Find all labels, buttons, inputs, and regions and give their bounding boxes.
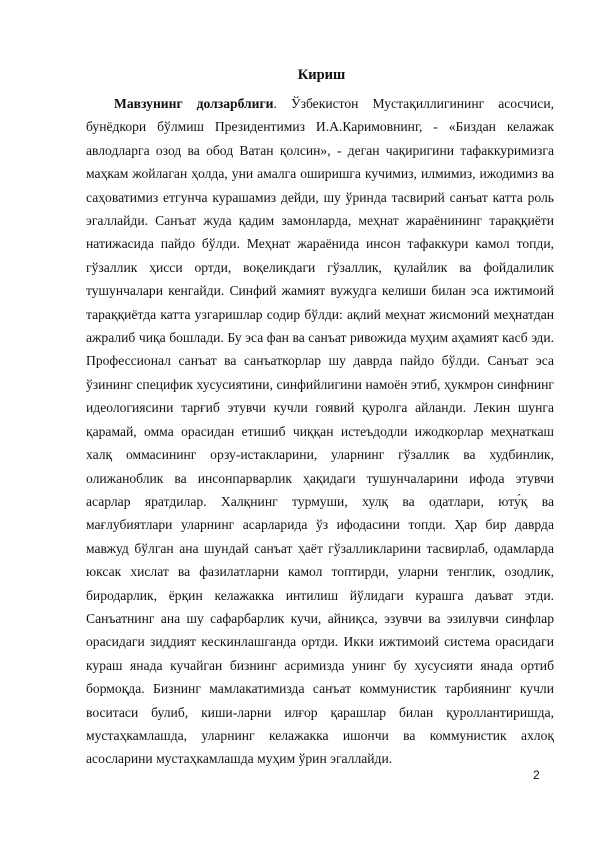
lead-phrase: Мавзунинг долзарблиги [114,96,274,111]
body-paragraph [86,92,554,771]
page-number: 2 [533,768,540,782]
paragraph-text: . Ўзбекистон Мустақиллигининг асосчиси, бунёдкори бўлмиш Президентимиз И.А.Каримовнинг, - «Биздан келажак авлодларга озод ва обод Ватан қолсин», - деган чақиригини тафаккуримизга маҳкам жойлаган ҳолда, уни амалга оширишга кучимиз, илмимиз, ижодимиз ва саҳоватимиз етгунча курашамиз дейди, шу ўринда тасвирий санъат катта роль эгаллайди. Санъат жуда қадим замонларда, меҳнат жараёнининг тараққиёти натижасида пайдо бўлди. Меҳнат жараёнида инсон тафаккури камол топди, гўзаллик ҳисси ортди, воқеликдаги гўзаллик, қулайлик ва фойдалилик тушунчалари кенгайди. Синфий жамият вужудга келиши билан эса ижтимоий тараққиётда катта узгаришлар содир бўлди: ақлий меҳнат жисмоний меҳнатдан ажралиб чиқа бошлади. Бу эса фан ва санъат ривожида муҳим аҳамият касб эди. Профессионал санъат ва санъаткорлар шу даврда пайдо бўлди. Санъат эса ўзининг специфик хусусиятини, синфийлигини намоён этиб, ҳукмрон синфнинг идеологиясини тарғиб этувчи кучли гоявий қуролга айланди. Лекин шунга қарамай, омма орасидан етишиб чиққан истеъдодли ижодкорлар меҳнаткаш халқ оммасининг орзу-истакларини, уларнинг гўзаллик ва худбинлик, олижаноблик ва инсонпарварлик ҳақидаги тушунчаларини ифода этувчи асарлар яратдилар. Халқнинг турмуши, хулқ ва одатлари, юту́қ ва мағлубиятлари уларнинг асарларида ўз ифодасини топди. Ҳар бир даврда мавжуд бўлган ана шундай санъат ҳаёт гўзалликларини тасвирлаб, одамларда юксак хислат ва фазилатларни камол топтирди, уларни тенглик, озодлик, биродарлик, ёрқин келажакка интилиш йўлидаги курашга даъват этди. Санъатнинг ана шу сафарбарлик кучи, айниқса, эзувчи ва эзилувчи синфлар орасидаги зиддият кескинлашганда ортди. Икки ижтимоий система орасидаги кураш янада кучайган бизнинг асримизда унинг бу хусусияти янада ортиб бормоқда. Бизнинг мамлакатимизда санъат коммунистик тарбиянинг кучли воситаси булиб, киши-ларни илғор қарашлар билан қуроллантиришда, мустаҳкамлашда, уларнинг келажакка ишончи ва коммунистик ахлоқ асосларини мустаҳкамлашда муҳим ўрин эгаллайди. [86,96,555,767]
page-title: Кириш [297,67,346,83]
